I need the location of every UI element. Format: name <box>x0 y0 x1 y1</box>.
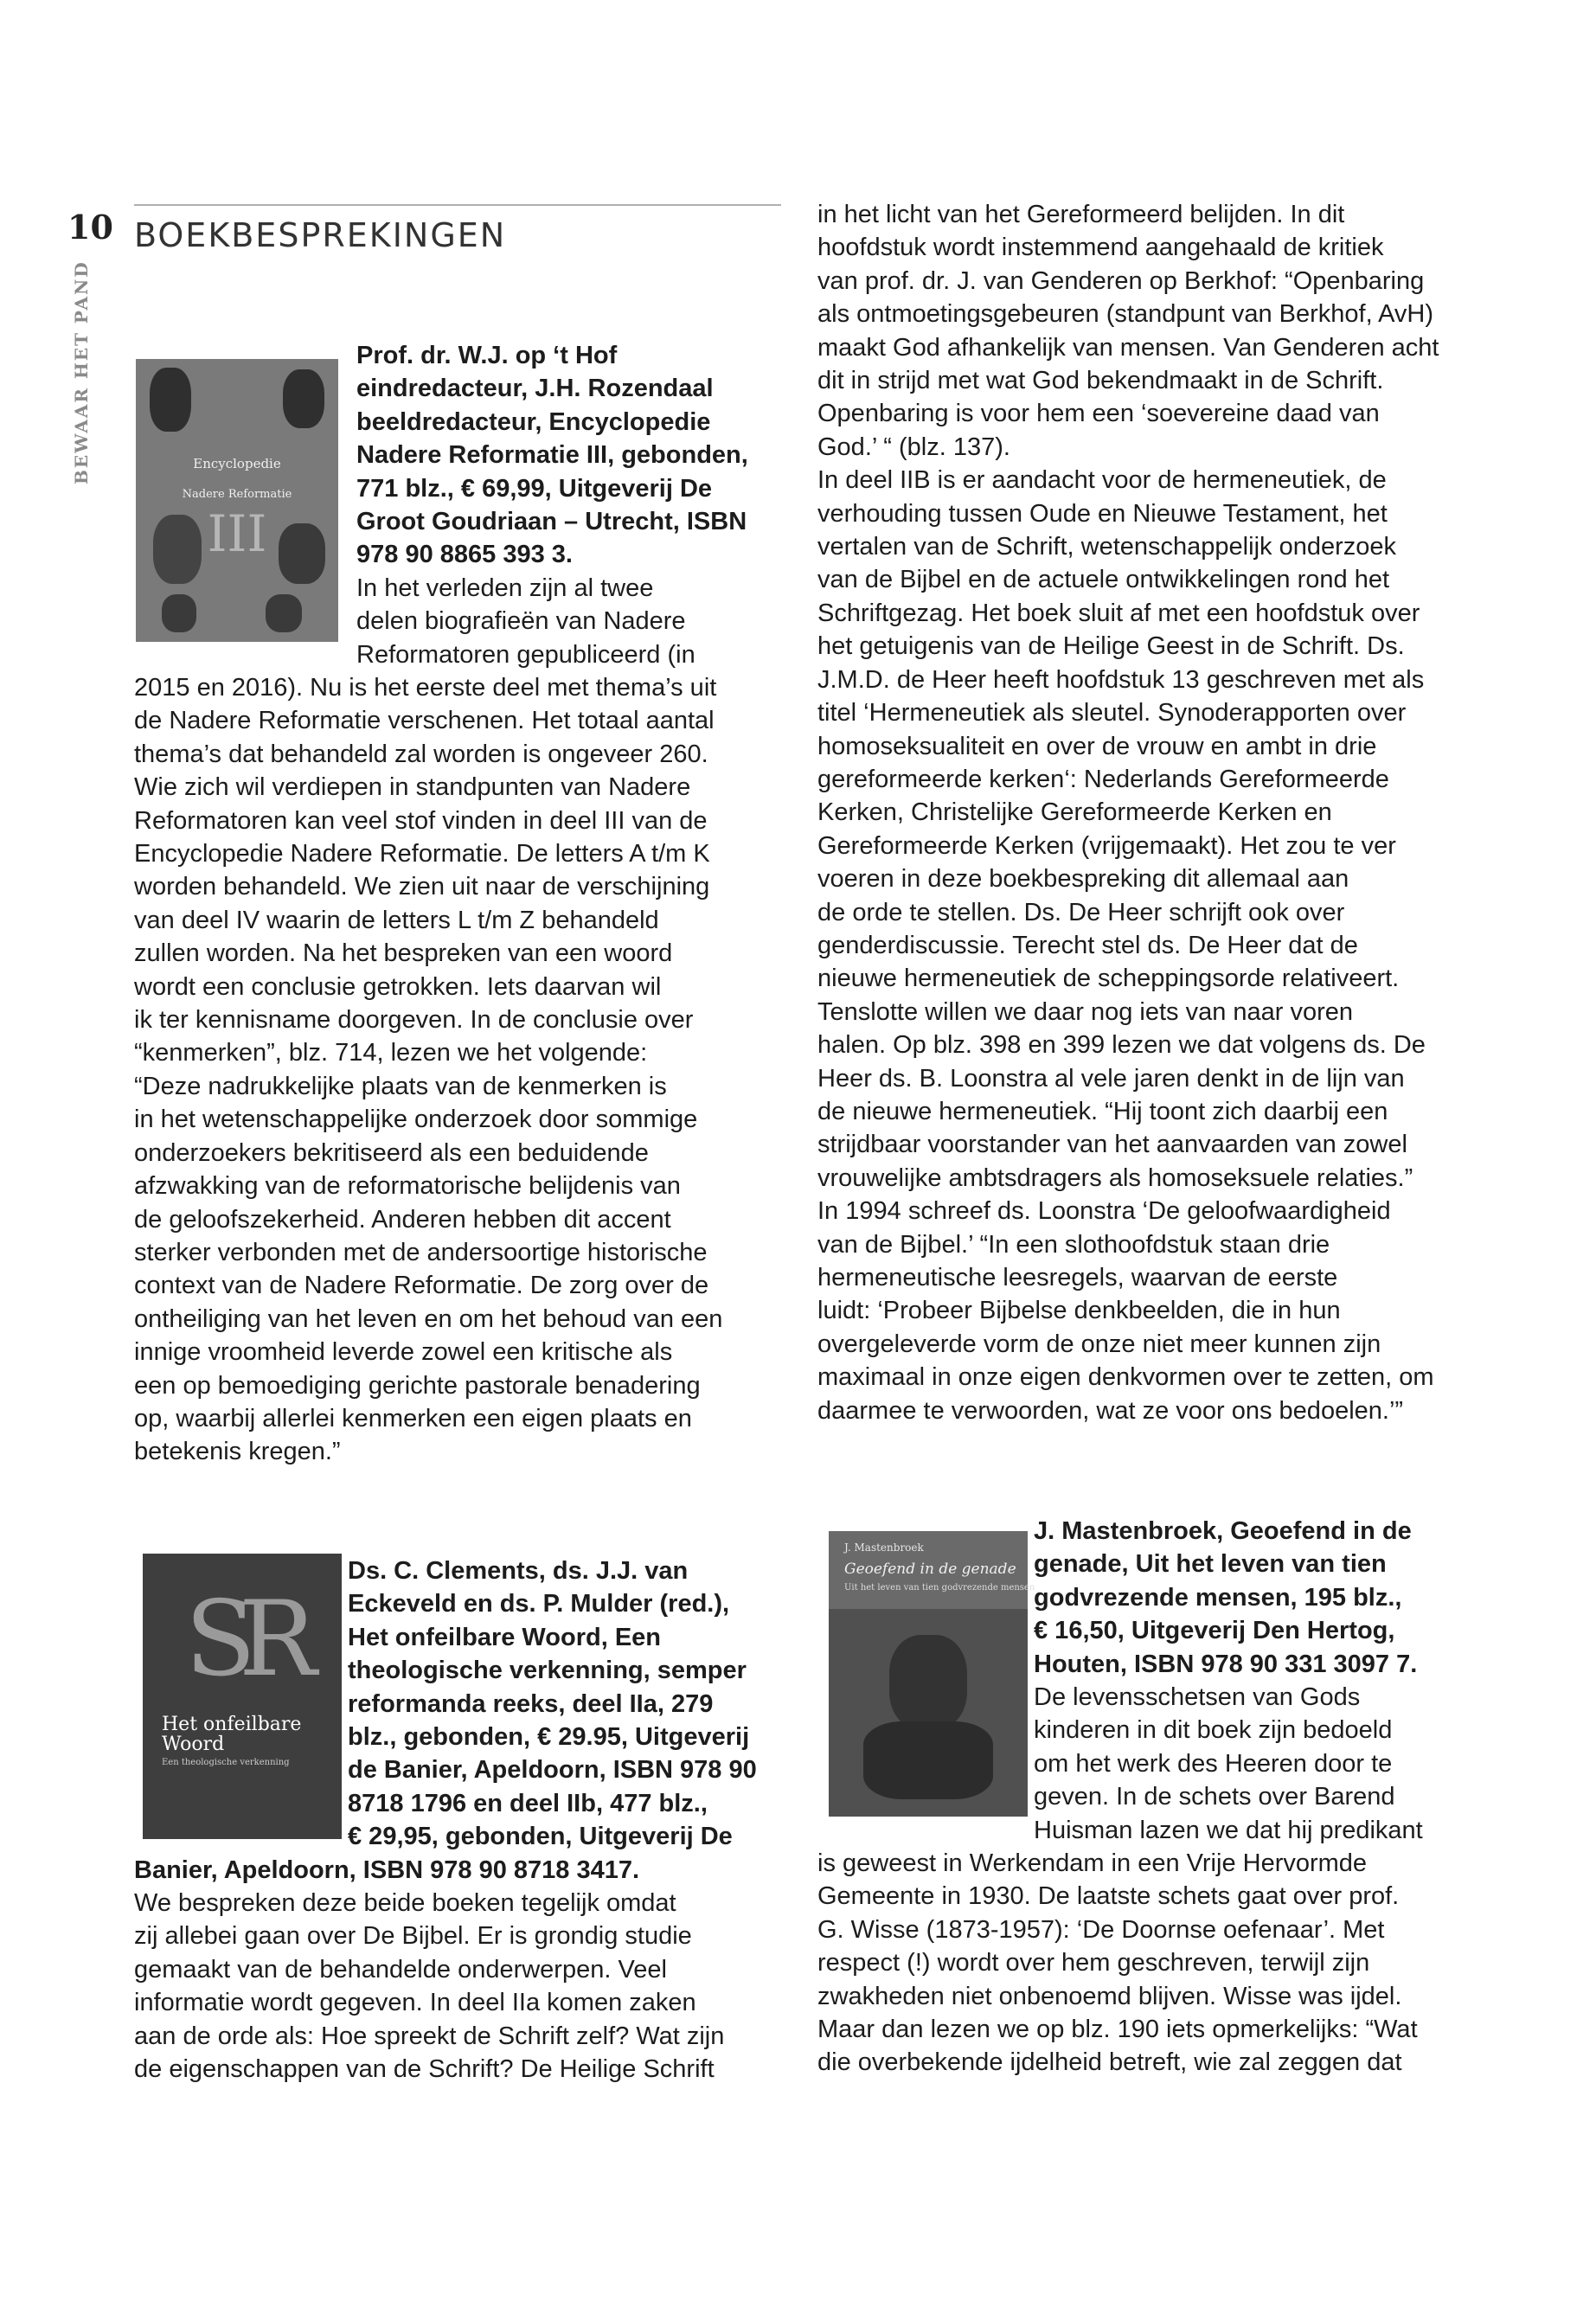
text-line: de orde te stellen. Ds. De Heer schrijft ook over <box>817 898 1345 926</box>
text-line: eindredacteur, J.H. Rozendaal <box>356 375 714 403</box>
text-line: voeren in deze boekbespreking dit allemaal aan <box>817 865 1349 894</box>
text-line: Eckeveld en ds. P. Mulder (red.), <box>348 1590 730 1618</box>
book-cover-het-onfeilbare-woord <box>143 1554 342 1839</box>
text-line: hoofdstuk wordt instemmend aangehaald de kritiek <box>817 234 1384 262</box>
cover-title: Encyclopedie <box>193 456 281 471</box>
text-line: “Deze nadrukkelijke plaats van de kenmerken is <box>134 1072 667 1100</box>
portrait-shape <box>266 594 302 632</box>
text-line: de nieuwe hermeneutiek. “Hij toont zich daarbij een <box>817 1097 1388 1125</box>
text-line: In deel IIB is er aandacht voor de hermeneutiek, de <box>817 466 1387 495</box>
figure-shape <box>889 1635 967 1730</box>
text-line: delen biografieën van Nadere <box>356 607 686 636</box>
header-rule <box>134 204 781 206</box>
text-line: gemaakt van de behandelde onderwerpen. Veel <box>134 1955 667 1984</box>
text-line: halen. Op blz. 398 en 399 lezen we dat volgens ds. De <box>817 1031 1426 1060</box>
review2-head <box>348 1554 757 1854</box>
review3-body <box>817 1847 1418 2080</box>
text-line: van de Bijbel.’ “In een slothoofdstuk staan drie <box>817 1230 1330 1259</box>
text-line: theologische verkenning, semper <box>348 1657 747 1685</box>
text-line: 771 blz., € 69,99, Uitgeverij De <box>356 474 713 503</box>
right-column-text <box>817 198 1439 1427</box>
text-line: van prof. dr. J. van Genderen op Berkhof: “Openbaring <box>817 266 1425 295</box>
portrait-shape <box>162 594 196 632</box>
text-line: Encyclopedie Nadere Reformatie. De letters A t/m K <box>134 840 710 868</box>
review2-head-full: Banier, Apeldoorn, ISBN 978 90 8718 3417. <box>134 1856 640 1884</box>
text-line: wordt een conclusie getrokken. Iets daarvan wil <box>134 972 662 1001</box>
text-line: God.’ “ (blz. 137). <box>817 433 1010 461</box>
text-line: zwakheden niet onbenoemd blijven. Wisse was ijdel. <box>817 1982 1402 2010</box>
text-line: luidt: ‘Probeer Bijbelse denkbeelden, die in hun <box>817 1297 1341 1325</box>
text-line: op, waarbij allerlei kenmerken een eigen plaats en <box>134 1404 692 1433</box>
text-line: thema’s dat behandeld zal worden is ongeveer 260. <box>134 740 708 768</box>
review3-narrow <box>1034 1681 1423 1847</box>
text-line: van de Bijbel en de actuele ontwikkelingen rond het <box>817 566 1390 594</box>
text-line: Openbaring is voor hem een ‘soevereine daad van <box>817 400 1380 428</box>
text-line: dit in strijd met wat God bekendmaakt in de Schrift. <box>817 367 1384 395</box>
text-line: Nadere Reformatie III, gebonden, <box>356 441 748 470</box>
cover-subtitle: Nadere Reformatie <box>182 488 292 501</box>
section-title: BOEKBESPREKINGEN <box>134 216 507 254</box>
cover-subtitle: Een theologische verkenning <box>162 1758 290 1767</box>
text-line: die overbekende ijdelheid betreft, wie zal zeggen dat <box>817 2048 1402 2077</box>
text-line: godvrezende mensen, 195 blz., <box>1034 1583 1402 1612</box>
text-line: G. Wisse (1873-1957): ‘De Doornse oefenaar’. Met <box>817 1915 1385 1944</box>
review1-narrow <box>356 572 695 671</box>
text-line: Maar dan lezen we op blz. 190 iets opmerkelijks: “Wat <box>817 2016 1418 2044</box>
text-line: gereformeerde kerken‘: Nederlands Gereformeerde <box>817 765 1389 793</box>
text-line: Heer ds. B. Loonstra al vele jaren denkt in de lijn van <box>817 1064 1405 1093</box>
text-line: beeldredacteur, Encyclopedie <box>356 407 711 436</box>
text-line: € 16,50, Uitgeverij Den Hertog, <box>1034 1617 1395 1645</box>
text-line: homoseksualiteit en over de vrouw en ambt in drie <box>817 732 1377 760</box>
text-line: als ontmoetingsgebeuren (standpunt van Berkhof, AvH) <box>817 300 1434 329</box>
text-line: Kerken, Christelijke Gereformeerde Kerken en <box>817 798 1332 827</box>
text-line: worden behandeld. We zien uit naar de verschijning <box>134 873 710 901</box>
text-line: is geweest in Werkendam in een Vrije Hervormde <box>817 1849 1368 1877</box>
text-line: Het onfeilbare Woord, Een <box>348 1623 662 1651</box>
text-line: vertalen van de Schrift, wetenschappelijk onderzoek <box>817 533 1396 561</box>
text-line: van deel IV waarin de letters L t/m Z behandeld <box>134 906 659 934</box>
text-line: maximaal in onze eigen denkvormen over te zetten, om <box>817 1363 1434 1392</box>
text-line: de eigenschappen van de Schrift? De Heilige Schrift <box>134 2055 715 2084</box>
text-line: het getuigenis van de Heilige Geest in de Schrift. Ds. <box>817 632 1405 661</box>
text-line: Houten, ISBN 978 90 331 3097 7. <box>1034 1650 1418 1678</box>
text-line: De levensschetsen van Gods <box>1034 1683 1361 1711</box>
text-line: geven. In de schets over Barend <box>1034 1783 1395 1811</box>
text-line: Groot Goudriaan – Utrecht, ISBN <box>356 508 747 536</box>
cover-letters: SR <box>184 1580 300 1700</box>
review3-head <box>1034 1515 1417 1681</box>
review1-head <box>356 339 748 572</box>
text-line: Gereformeerde Kerken (vrijgemaakt). Het zou te ver <box>817 831 1396 860</box>
text-line: J. Mastenbroek, Geoefend in de <box>1034 1517 1412 1545</box>
text-line: context van de Nadere Reformatie. De zorg over de <box>134 1272 709 1300</box>
portrait-shape <box>283 369 324 428</box>
book-cover-geoefend-in-de-genade <box>829 1531 1035 1817</box>
text-line: blz., gebonden, € 29.95, Uitgeverij <box>348 1723 750 1752</box>
text-line: de Nadere Reformatie verschenen. Het totaal aantal <box>134 707 715 735</box>
text-line: “kenmerken”, blz. 714, lezen we het volgende: <box>134 1039 648 1067</box>
text-line: Reformatoren kan veel stof vinden in deel III van de <box>134 806 708 835</box>
side-label-text: BEWAAR HET PAND <box>71 260 92 484</box>
text-line: In 1994 schreef ds. Loonstra ‘De geloofwaardigheid <box>817 1197 1391 1226</box>
text-line: vrouwelijke ambtsdragers als homoseksuele relaties.” <box>817 1163 1413 1192</box>
text-line: Ds. C. Clements, ds. J.J. van <box>348 1557 689 1585</box>
text-line: We bespreken deze beide boeken tegelijk omdat <box>134 1889 676 1917</box>
text-line: Tenslotte willen we daar nog iets van naar voren <box>817 997 1354 1026</box>
text-line: Prof. dr. W.J. op ‘t Hof <box>356 342 618 369</box>
text-line: Wie zich wil verdiepen in standpunten van Nadere <box>134 773 691 802</box>
text-line: genderdiscussie. Terecht stel ds. De Heer dat de <box>817 931 1358 959</box>
text-line: daarmee te verwoorden, wat ze voor ons bedoelen.’” <box>817 1396 1404 1425</box>
text-line: ontheiliging van het leven en om het behoud van een <box>134 1304 723 1333</box>
review1-body <box>134 671 722 1469</box>
cover-subtitle: Uit het leven van tien godvrezende mensen <box>844 1583 1035 1593</box>
text-line: 978 90 8865 393 3. <box>356 541 573 569</box>
text-line: innige vroomheid leverde zowel een kritische als <box>134 1338 673 1367</box>
text-line: In het verleden zijn al twee <box>356 574 654 602</box>
text-line: overgeleverde vorm de onze niet meer kunnen zijn <box>817 1330 1381 1358</box>
text-line: de geloofszekerheid. Anderen hebben dit accent <box>134 1205 671 1234</box>
text-line: genade, Uit het leven van tien <box>1034 1550 1387 1579</box>
page-number: 10 <box>67 208 113 247</box>
text-line: zij allebei gaan over De Bijbel. Er is grondig studie <box>134 1922 692 1951</box>
text-line: betekenis kregen.” <box>134 1438 341 1466</box>
text-line: € 29,95, gebonden, Uitgeverij De <box>348 1823 733 1851</box>
text-line: aan de orde als: Hoe spreekt de Schrift zelf? Wat zijn <box>134 2022 725 2050</box>
text-line: in het licht van het Gereformeerd belijden. In dit <box>817 201 1345 228</box>
text-line: 8718 1796 en deel IIb, 477 blz., <box>348 1789 708 1817</box>
text-line: hermeneutische leesregels, waarvan de eerste <box>817 1264 1338 1292</box>
text-line: Huisman lazen we dat hij predikant <box>1034 1816 1423 1844</box>
figure-shape <box>863 1721 993 1799</box>
text-line: onderzoekers bekritiseerd als een beduidende <box>134 1138 649 1167</box>
text-line: een op bemoediging gerichte pastorale benadering <box>134 1371 701 1400</box>
text-line: Reformatoren gepubliceerd (in <box>356 640 695 669</box>
cover-title: Geoefend in de genade <box>844 1561 1016 1578</box>
text-line: nieuwe hermeneutiek de scheppingsorde relativeert. <box>817 965 1400 993</box>
text-line: zullen worden. Na het bespreken van een woord <box>134 939 673 968</box>
cover-title: Het onfeilbare Woord <box>162 1714 302 1755</box>
text-line: 2015 en 2016). Nu is het eerste deel met thema’s uit <box>134 674 717 702</box>
portrait-shape <box>150 368 191 432</box>
text-line: J.M.D. de Heer heeft hoofdstuk 13 geschreven met als <box>817 665 1425 694</box>
text-line: informatie wordt gegeven. In deel IIa komen zaken <box>134 1989 696 2017</box>
cover-volume: III <box>207 504 267 563</box>
text-line: de Banier, Apeldoorn, ISBN 978 90 <box>348 1756 757 1785</box>
text-line: reformanda reeks, deel IIa, 279 <box>348 1689 714 1718</box>
text-line: in het wetenschappelijke onderzoek door sommige <box>134 1106 698 1134</box>
text-line: verhouding tussen Oude en Nieuwe Testament, het <box>817 499 1388 528</box>
text-line: ik ter kennisname doorgeven. In de conclusie over <box>134 1006 694 1035</box>
text-line: om het werk des Heeren door te <box>1034 1749 1393 1778</box>
text-line: Schriftgezag. Het boek sluit af met een hoofdstuk over <box>817 599 1420 627</box>
text-line: Gemeente in 1930. De laatste schets gaat over prof. <box>817 1882 1400 1911</box>
text-line: respect (!) wordt over hem geschreven, terwijl zijn <box>817 1949 1370 1977</box>
cover-author: J. Mastenbroek <box>844 1541 924 1554</box>
book-cover-encyclopedie <box>136 359 338 642</box>
text-line: maakt God afhankelijk van mensen. Van Genderen acht <box>817 333 1439 362</box>
text-line: afzwakking van de reformatorische belijdenis van <box>134 1172 681 1201</box>
side-label <box>64 260 99 484</box>
review2-body <box>134 1887 724 2086</box>
text-line: kinderen in dit boek zijn bedoeld <box>1034 1716 1393 1745</box>
text-line: sterker verbonden met de andersoortige historische <box>134 1238 708 1266</box>
text-line: titel ‘Hermeneutiek als sleutel. Synoderapporten over <box>817 699 1407 727</box>
text-line: strijdbaar voorstander van het aanvaarden van zowel <box>817 1131 1407 1159</box>
